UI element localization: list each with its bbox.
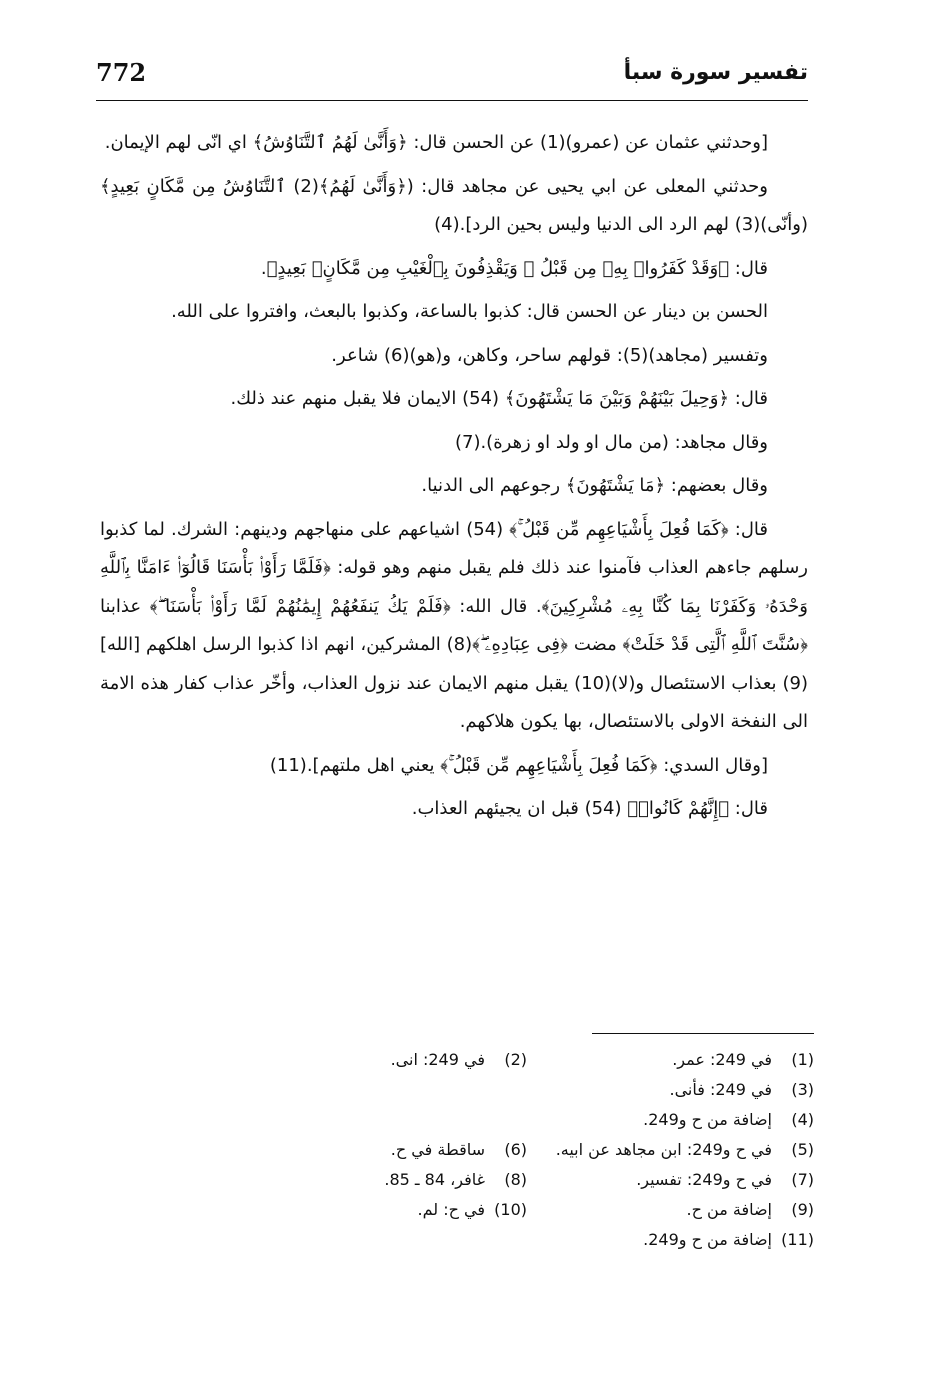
footnote: [527, 1105, 814, 1135]
paragraph: قال: ﴿وَحِيلَ بَيْنَهُمْ وَبَيْنَ مَا يَشْتَهُونَ﴾ (54) الايمان فلا يقبل منهم عند ذلك.: [230, 388, 768, 409]
footnote-number: (7): [791, 1170, 814, 1189]
footnote: [240, 1195, 527, 1225]
paragraph: [وقال السدي: ﴿كَمَا فُعِلَ بِأَشْيَاعِهِم مِّن قَبْلُ ۚ﴾ يعني اهل ملتهم].(11): [269, 754, 768, 776]
page-number: 772: [96, 58, 147, 87]
footnote: [527, 1165, 814, 1195]
footnote: [527, 1225, 814, 1255]
header-divider: [96, 100, 808, 101]
running-title: تفسير سورة سبأ: [623, 60, 808, 85]
footnote-divider: [592, 1033, 814, 1034]
footnote-number: (5): [791, 1140, 814, 1159]
paragraph: وقال مجاهد: (من مال او ولد او زهرة).(7): [454, 431, 768, 453]
footnote-text: في 249: عمر.: [672, 1050, 772, 1069]
paragraph: وحدثني المعلى عن ابي يحيى عن مجاهد قال: (﴿وَأَنَّىٰ لَهُمُ﴾(2) ٱلتَّنَاوُشُ مِن مَّكَانٍ بَعِيدٍ﴾ (وأنّى)(3) لهم الرد الى الدنيا وليس بحين الرد].(4): [100, 175, 808, 235]
footnote-row: [240, 1135, 814, 1165]
footnote-row: [240, 1075, 814, 1105]
paragraph: قال: ﴿إِنَّهُمْ كَانُوا۟﴾ (54) قبل ان يجيئهم العذاب.: [411, 798, 768, 819]
paragraph: [وحدثني عثمان عن (عمرو)(1) عن الحسن قال: ﴿وَأَنَّىٰ لَهُمُ ٱلتَّنَاوُشُ﴾ اي انّى لهم الإيمان.: [104, 132, 768, 153]
footnote: [527, 1045, 814, 1075]
footnote: [240, 1135, 527, 1165]
footnote-number: (10): [494, 1200, 527, 1219]
paragraph: قال: ﴿وَقَدْ كَفَرُوا۟ بِهِۦ مِن قَبْلُ ۖ وَيَقْذِفُونَ بِٱلْغَيْبِ مِن مَّكَانٍۭ بَعِيدٍ﴾.: [260, 257, 768, 279]
footnote-row: [240, 1105, 814, 1135]
footnote-number: (3): [791, 1080, 814, 1099]
footnote-row: [240, 1165, 814, 1195]
footnote-text: غافر، 84 ـ 85.: [384, 1170, 485, 1189]
footnote-number: (6): [504, 1140, 527, 1159]
body-text: [100, 124, 808, 834]
footnote: [240, 1075, 527, 1105]
footnote-row: [240, 1225, 814, 1255]
footnote-text: في ح و249: ابن مجاهد عن ابيه.: [555, 1140, 772, 1159]
footnote-text: إضافة من ح و249.: [643, 1110, 772, 1129]
footnote: [527, 1195, 814, 1225]
footnote: [240, 1045, 527, 1075]
footnote-text: في 249: انى.: [390, 1050, 485, 1069]
footnote: [240, 1225, 527, 1255]
footnote-text: إضافة من ح و249.: [643, 1230, 772, 1249]
footnote: [527, 1135, 814, 1165]
paragraph: وتفسير (مجاهد)(5): قولهم ساحر، وكاهن، و(هو)(6) شاعر.: [331, 344, 768, 366]
page-header: [96, 58, 808, 96]
footnote: [240, 1165, 527, 1195]
paragraph: الحسن بن دينار عن الحسن قال: كذبوا بالساعة، وكذبوا بالبعث، وافتروا على الله.: [171, 301, 768, 322]
footnote: [527, 1075, 814, 1105]
paragraph: وقال بعضهم: ﴿مَا يَشْتَهُونَ﴾ رجوعهم الى الدنيا.: [421, 475, 768, 496]
footnote-number: (2): [504, 1050, 527, 1069]
footnote-text: في ح و249: تفسير.: [636, 1170, 772, 1189]
footnote: [240, 1105, 527, 1135]
footnote-number: (8): [504, 1170, 527, 1189]
footnote-number: (9): [791, 1200, 814, 1219]
footnote-number: (1): [791, 1050, 814, 1069]
footnotes: [240, 1045, 814, 1255]
footnote-row: [240, 1045, 814, 1075]
footnote-text: ساقطة في ح.: [390, 1140, 485, 1159]
footnote-number: (4): [791, 1110, 814, 1129]
footnote-number: (11): [781, 1230, 814, 1249]
footnote-text: إضافة من ح.: [686, 1200, 772, 1219]
paragraph: قال: ﴿كَمَا فُعِلَ بِأَشْيَاعِهِم مِّن قَبْلُ ۚ﴾ (54) اشياعهم على منهاجهم ودينهم: الشرك. لما كذبوا رسلهم جاءهم العذاب فآمنوا عند ذلك فلم يقبل منهم وهو قوله: ﴿فَلَمَّا رَأَوْا۟ بَأْسَنَا قَالُوٓا۟ ءَامَنَّا بِٱللَّهِ وَحْدَهُۥ وَكَفَرْنَا بِمَا كُنَّا بِهِۦ مُشْرِكِينَ﴾. قال الله: ﴿فَلَمْ يَكُ يَنفَعُهُمْ إِيمَٰنُهُمْ لَمَّا رَأَوْا۟ بَأْسَنَا ۖ﴾ عذابنا ﴿سُنَّتَ ٱللَّهِ ٱلَّتِى قَدْ خَلَتْ﴾ مضت ﴿فِى عِبَادِهِۦ ۖ﴾(8) المشركين، انهم اذا كذبوا الرسل اهلكهم [الله](9) بعذاب الاستئصال و(لا)(10) يقبل منهم الايمان عند نزول العذاب، وأخّر عذاب كفار هذه الامة الى النفخة الاولى بالاستئصال، بها يكون هلاكهم.: [100, 518, 809, 732]
footnote-text: في ح: لم.: [417, 1200, 485, 1219]
footnote-row: [240, 1195, 814, 1225]
footnote-text: في 249: فأنى.: [669, 1080, 772, 1099]
